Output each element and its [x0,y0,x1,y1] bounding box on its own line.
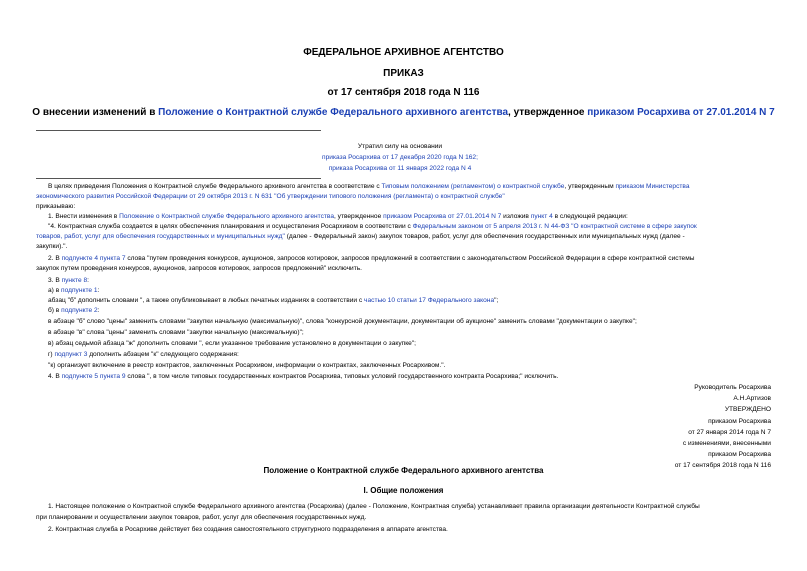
status-link-2020[interactable]: приказа Росархива от 17 декабря 2020 года N 162; [322,154,478,161]
item-2 [48,255,694,263]
clause-text: (далее - Федеральный закон) закупок товаров, работ, услуг для обеспечения государственных или муниципальных нужд (далее - [284,233,685,240]
preamble-text: В целях приведения Положения о Контрактной службе Федерального архивного агентства в соответствие с [48,183,382,190]
item-3-b-2: в абзаце "в" слова "цены" заменить словами "закупки начальную (максимальную)"; [48,329,304,336]
item-text: 4. В [48,373,62,380]
item-3-a-text [48,297,498,305]
item-3 [48,277,89,285]
regulation-title: Положение о Контрактной службе Федерального архивного агентства [263,466,544,475]
item-text: 2. В [48,255,62,262]
doc-date-number: от 17 сентября 2018 года N 116 [327,87,480,98]
link-regulation[interactable]: Положение о Контрактной службе Федерального архивного агентства [119,213,334,220]
signature-role: Руководитель Росархива [694,384,771,391]
regulation-item-2: 2. Контрактная служба в Росархиве действует без создания самостоятельного структурного подразделения в аппарате агентства. [48,526,448,533]
item-text: в следующей редакции: [552,213,628,220]
link-order-2014[interactable]: приказом Росархива от 27.01.2014 N 7 [383,213,502,220]
approved-line-5: приказом Росархива [708,451,771,458]
item-4 [48,373,558,381]
item-text: а) в [48,287,62,294]
clause-text: "4. Контрактная служба создается в целях обеспечения планирования и осуществления Росархивом в соответствии с [48,223,413,230]
item-3-b [48,307,100,315]
item-text: слова ", в том числе типовых государственных контрактов Росархива, типовых условий государственного контракта Росархива;" исключить. [125,373,559,380]
clause-4-line-3: закупки).". [36,243,68,250]
link-federal-law-44-cont[interactable]: товаров, работ, услуг для обеспечения государственных и муниципальных нужд" [36,233,285,240]
approved-label: УТВЕРЖДЕНО [724,406,771,413]
link-subclause-3[interactable]: подпункт 3 [54,351,88,358]
link-clause-4[interactable]: пункт 4 [530,213,553,220]
doc-title [0,107,807,118]
preamble-order-word: приказываю: [36,203,76,210]
title-link-order[interactable]: приказом Росархива от 27.01.2014 N 7 [587,107,775,118]
approved-line-4: с изменениями, внесенными [682,440,771,447]
preamble-line-1 [48,183,689,191]
link-clause-8[interactable]: пункте 8 [61,277,88,284]
regulation-item-1-line-2: при планировании и осуществлении закупок товаров, работ, услуг для обеспечения государственных нужд. [36,514,367,521]
section-heading: I. Общие положения [363,486,444,495]
title-prefix: О внесении изменений в [32,107,159,118]
item-text: слова "путем проведения конкурсов, аукционов, запросов котировок, запросов предложений в соответствии с законодательством Российской Федерации в сфере контрактной системы [125,255,695,262]
item-1 [48,213,628,221]
item-text: изложив [501,213,531,220]
divider [36,130,321,131]
signature-name: А.Н.Артизов [733,395,771,402]
item-3-v: в) абзац седьмой абзаца "ж" дополнить словами ", если указанное требование установлено в документации о закупке"; [48,340,416,347]
item-text: абзац "б" дополнить словами ", а также опубликовывает в любых печатных изданиях в соответствии с [48,297,365,304]
item-3-g-text: "к) организует включение в реестр контрактов, заключенных Росархивом, информации о контрактах, заключенных Росархивом.". [48,362,446,369]
clause-4-line-2 [36,233,685,241]
item-text: : [87,277,89,284]
item-3-g [48,351,239,359]
link-part-10-article-17[interactable]: частью 10 статьи 17 Федерального закона [364,297,495,304]
link-subclause-2[interactable]: подпункте 2 [61,307,98,314]
item-text: 3. В [48,277,62,284]
item-text: дополнить абзацем "к" следующего содержания: [87,351,239,358]
link-ministry-order-cont[interactable]: экономического развития Российской Федерации от 29 октября 2013 г. N 631 "Об утверждении типового положения (регламента) о контрактной службе" [36,193,505,200]
item-text: 1. Внести изменения в [48,213,120,220]
item-text: б) в [48,307,62,314]
item-2-line-2: закупок путем проведения конкурсов, аукционов, запросов котировок, запросов предложений" исключить. [36,265,363,272]
clause-4-line-1 [48,223,697,231]
item-3-b-1: в абзаце "б" слово "цены" заменить словами "закупки начальную (максимальную)", слова "конкурсной документации, документации об аукционе" заменить словами "документации о закупке"; [48,318,637,325]
approved-line-6: от 17 сентября 2018 года N 116 [674,462,771,469]
approved-line-3: от 27 января 2014 года N 7 [688,429,771,436]
link-ministry-order[interactable]: приказом Министерства [615,183,690,190]
approved-line-2: приказом Росархива [708,418,771,425]
item-text: "; [494,297,499,304]
item-text: : [97,307,100,314]
link-typical-regulation[interactable]: Типовым положением (регламентом) о контрактной службе [381,183,565,190]
agency-name: ФЕДЕРАЛЬНОЕ АРХИВНОЕ АГЕНТСТВО [303,47,504,58]
title-middle: , утвержденное [508,107,588,118]
item-3-a [48,287,99,295]
item-text: : [97,287,100,294]
item-text: г) [48,351,55,358]
status-link-2022[interactable]: приказа Росархива от 11 января 2022 года N 4 [328,165,472,172]
regulation-item-1: 1. Настоящее положение о Контрактной службе Федерального архивного агентства (Росархива) (далее - Положение, Контрактная служба) устанавливает правила организации деятельности Контрактной службы [48,503,700,510]
link-subclause-4-clause-7[interactable]: подпункте 4 пункта 7 [61,255,126,262]
link-subclause-1[interactable]: подпункте 1 [61,287,98,294]
preamble-text: , утвержденным [564,183,616,190]
status-text: Утратил силу на основании [357,143,443,150]
item-text: , утвержденное [333,213,384,220]
divider [36,178,321,179]
title-link-regulation[interactable]: Положение о Контрактной службе Федерального архивного агентства [158,107,509,118]
doc-type: ПРИКАЗ [383,68,424,79]
link-subclause-5-clause-9[interactable]: подпункте 5 пункта 9 [61,373,126,380]
link-federal-law-44[interactable]: Федеральным законом от 5 апреля 2013 г. N 44-ФЗ "О контрактной системе в сфере закупок [412,223,697,230]
